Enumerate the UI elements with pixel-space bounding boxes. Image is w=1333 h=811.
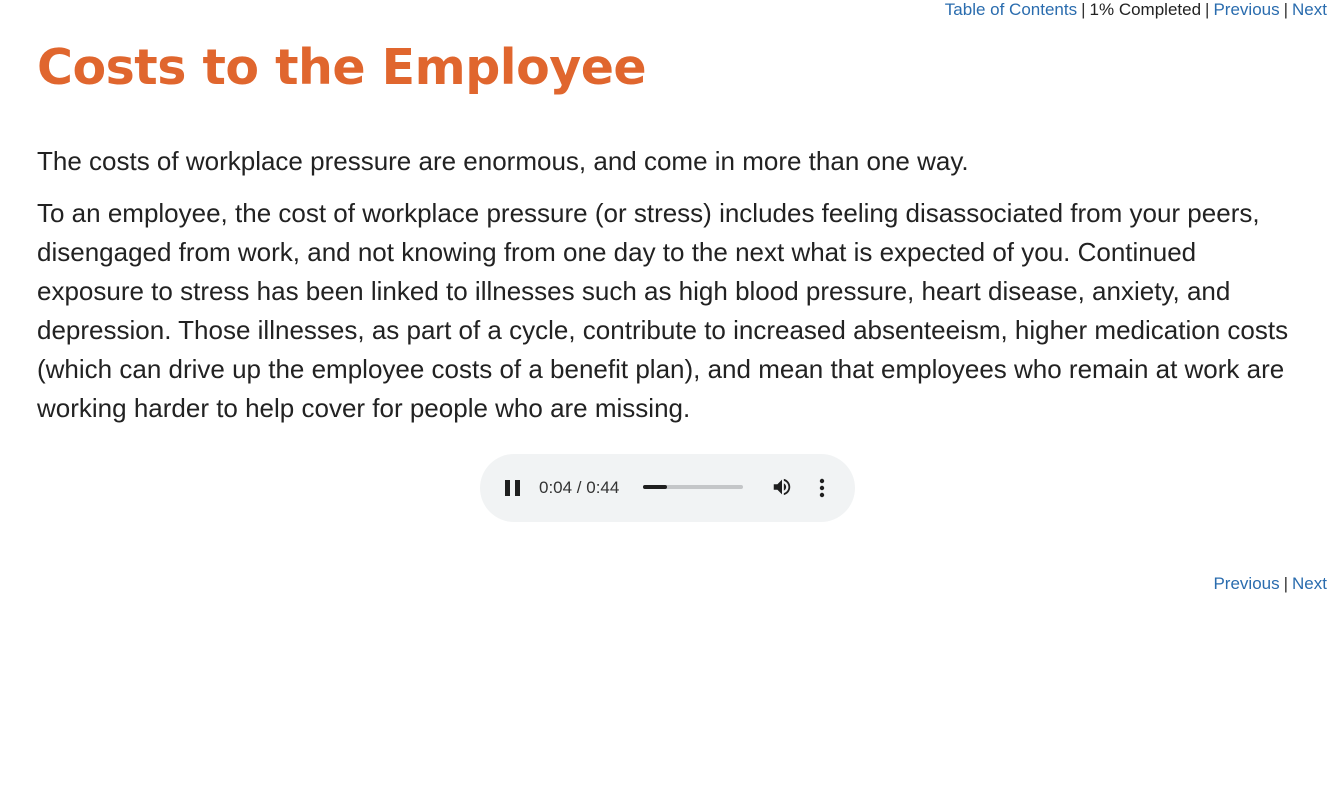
previous-link[interactable]: Previous <box>1213 0 1280 19</box>
more-vert-icon[interactable] <box>815 477 829 499</box>
seek-slider[interactable] <box>643 485 743 489</box>
bottom-navigation <box>1213 574 1327 594</box>
page-title: Costs to the Employee <box>37 39 647 96</box>
next-link[interactable]: Next <box>1292 574 1327 593</box>
top-navigation <box>945 0 1327 20</box>
paragraph-body: To an employee, the cost of workplace pressure (or stress) includes feeling disassociated from your peers, disengaged from work, and not knowing from one day to the next what is expected of you. Continued exposure to stress has been linked to illnesses such as high blood pressure, heart disease, anxiety, and depression. Those illnesses, as part of a cycle, contribute to increased absenteeism, higher medication costs (which can drive up the employee costs of a benefit plan), and mean that employees who remain at work are working harder to help cover for people who are missing. <box>37 198 1289 423</box>
paragraph-intro: The costs of workplace pressure are enormous, and come in more than one way. <box>37 146 969 176</box>
table-of-contents-link[interactable]: Table of Contents <box>944 0 1078 19</box>
pause-icon[interactable] <box>505 480 521 496</box>
nav-separator: | <box>1205 0 1210 19</box>
progress-text: 1% Completed <box>1089 0 1202 19</box>
nav-separator: | <box>1283 0 1289 19</box>
seek-progress <box>643 485 667 489</box>
nav-separator: | <box>1283 574 1289 593</box>
next-link[interactable]: Next <box>1292 0 1327 19</box>
time-display: 0:04 / 0:44 <box>539 478 620 497</box>
audio-player <box>480 454 855 522</box>
page-content <box>37 142 1307 441</box>
previous-link[interactable]: Previous <box>1213 574 1280 593</box>
nav-separator: | <box>1081 0 1086 19</box>
volume-icon[interactable] <box>771 476 793 498</box>
